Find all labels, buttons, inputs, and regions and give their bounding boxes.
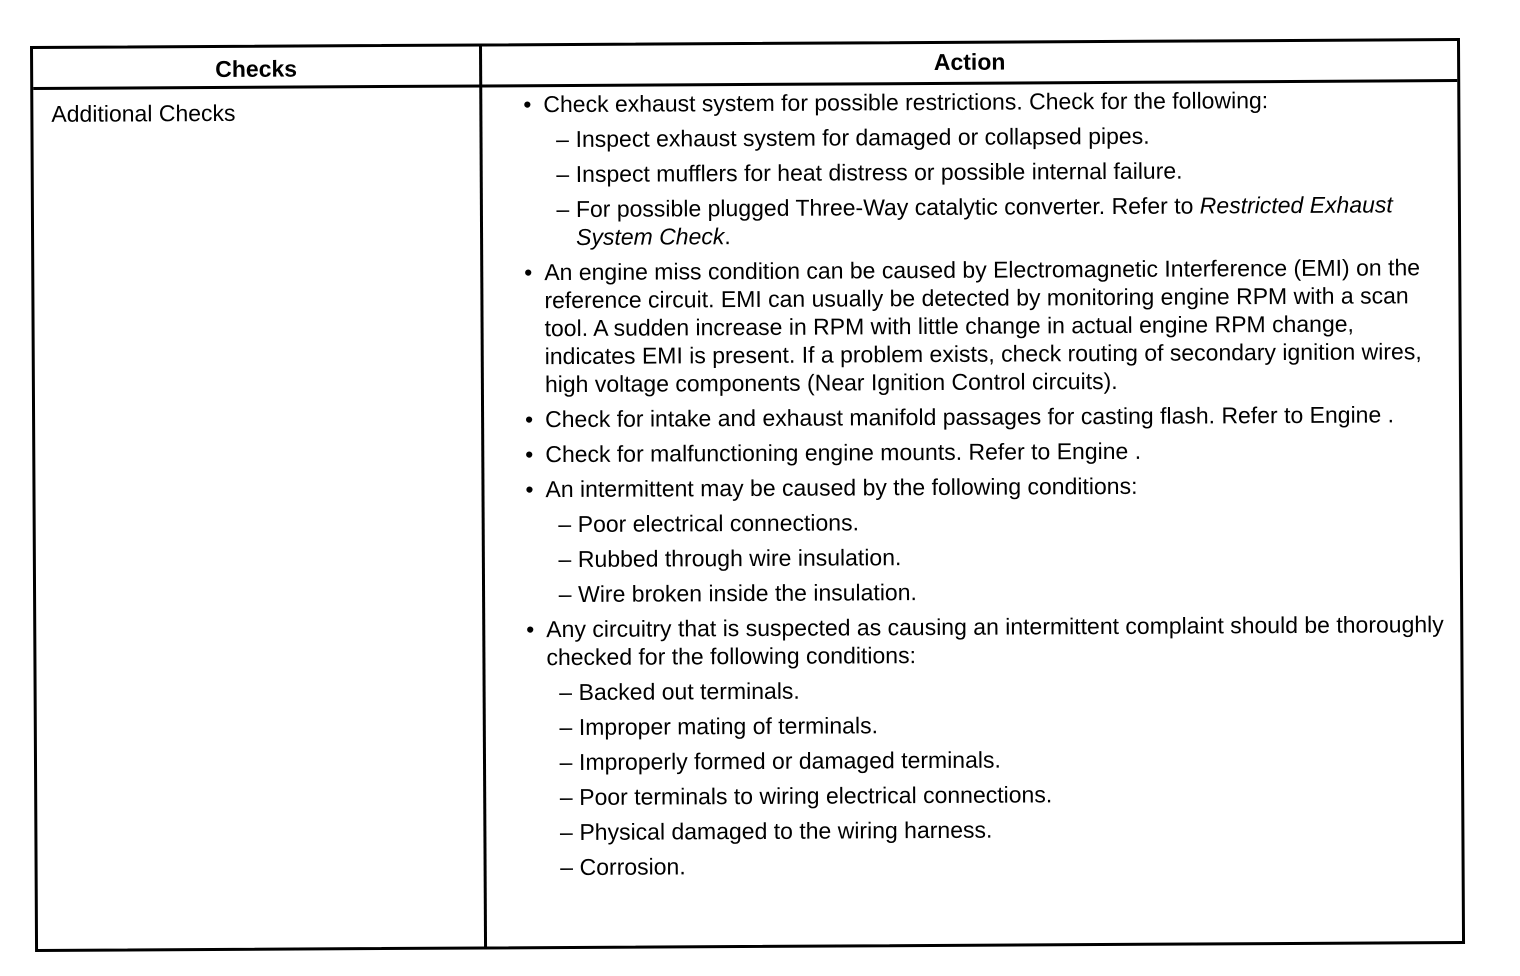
action-bullet-item bbox=[521, 435, 1451, 468]
dash-marker: – bbox=[556, 125, 569, 153]
action-list bbox=[519, 85, 1453, 888]
action-text: Inspect exhaust system for damaged or collapsed pipes. bbox=[575, 122, 1150, 152]
dash-marker: – bbox=[559, 748, 573, 776]
bullet-marker: • bbox=[523, 91, 532, 118]
action-text: Poor terminals to wiring electrical connections. bbox=[579, 781, 1053, 810]
dash-marker: – bbox=[559, 783, 573, 811]
dash-marker: – bbox=[558, 510, 572, 538]
action-sub-item bbox=[523, 813, 1453, 846]
action-sub-item bbox=[522, 505, 1452, 538]
check-cell: Additional Checks bbox=[51, 99, 236, 127]
action-sub-item bbox=[523, 778, 1453, 811]
bullet-marker: • bbox=[526, 616, 535, 643]
dash-marker: – bbox=[559, 713, 573, 741]
action-bullet-item bbox=[521, 400, 1451, 433]
dash-marker: – bbox=[558, 580, 572, 608]
reference-link-text: Restricted Exhaust System Check bbox=[576, 191, 1393, 250]
action-text: Physical damaged to the wiring harness. bbox=[579, 816, 993, 845]
action-text: Improper mating of terminals. bbox=[578, 712, 879, 740]
action-sub-item bbox=[523, 673, 1453, 706]
column-header-checks: Checks bbox=[215, 55, 298, 82]
bullet-marker: • bbox=[524, 259, 533, 286]
action-text: Backed out terminals. bbox=[578, 677, 800, 705]
action-text: Check for malfunctioning engine mounts. Refer to Engine . bbox=[545, 437, 1142, 468]
bullet-marker: • bbox=[524, 406, 534, 433]
action-text: Rubbed through wire insulation. bbox=[577, 544, 902, 572]
action-sub-item bbox=[520, 190, 1450, 251]
action-bullet-item bbox=[519, 85, 1449, 118]
action-sub-item bbox=[522, 540, 1452, 573]
bullet-marker: • bbox=[525, 476, 534, 503]
action-sub-item bbox=[524, 848, 1454, 881]
action-text: Any circuitry that is suspected as causing an intermittent complaint should be thoroughly checked for the following conditions: bbox=[546, 611, 1444, 671]
action-text-tail: . bbox=[724, 223, 731, 250]
action-sub-item bbox=[519, 120, 1449, 153]
action-text: Wire broken inside the insulation. bbox=[577, 579, 917, 607]
action-bullet-item bbox=[520, 253, 1451, 398]
action-text: For possible plugged Three-Way catalytic converter. Refer to bbox=[575, 192, 1200, 222]
bullet-marker: • bbox=[525, 441, 534, 468]
action-text: An intermittent may be caused by the following conditions: bbox=[545, 472, 1138, 503]
column-divider bbox=[479, 46, 487, 946]
action-text: An engine miss condition can be caused by Electromagnetic Interference (EMI) on the reference circuit. EMI can usually be detected by monitoring engine RPM with a scan tool. A sudden increase in RPM with little change in actual engine RPM change, indicates EMI is present. If a problem exists, check routing of secondary ignition wires, high voltage components (Near Ignition Control circuits). bbox=[544, 254, 1422, 398]
action-bullet-item bbox=[521, 470, 1451, 503]
action-text: Inspect mufflers for heat distress or possible internal failure. bbox=[575, 157, 1183, 187]
dash-marker: – bbox=[560, 853, 574, 881]
column-header-action: Action bbox=[933, 48, 1006, 75]
action-text: Improperly formed or damaged terminals. bbox=[578, 746, 1001, 775]
action-text: Check for intake and exhaust manifold passages for casting flash. Refer to Engine . bbox=[545, 401, 1395, 433]
dash-marker: – bbox=[559, 818, 573, 846]
dash-marker: – bbox=[556, 195, 570, 223]
action-sub-item bbox=[523, 708, 1453, 741]
dash-marker: – bbox=[558, 545, 572, 573]
action-sub-item bbox=[522, 575, 1452, 608]
dash-marker: – bbox=[556, 160, 570, 188]
action-text: Poor electrical connections. bbox=[577, 509, 860, 537]
action-sub-item bbox=[523, 743, 1453, 776]
action-bullet-item bbox=[522, 610, 1452, 671]
dash-marker: – bbox=[559, 678, 573, 706]
diagnostic-table bbox=[30, 38, 1465, 952]
action-text: Check exhaust system for possible restrictions. Check for the following: bbox=[543, 87, 1269, 118]
action-text: Corrosion. bbox=[579, 853, 686, 880]
action-sub-item bbox=[520, 155, 1450, 188]
